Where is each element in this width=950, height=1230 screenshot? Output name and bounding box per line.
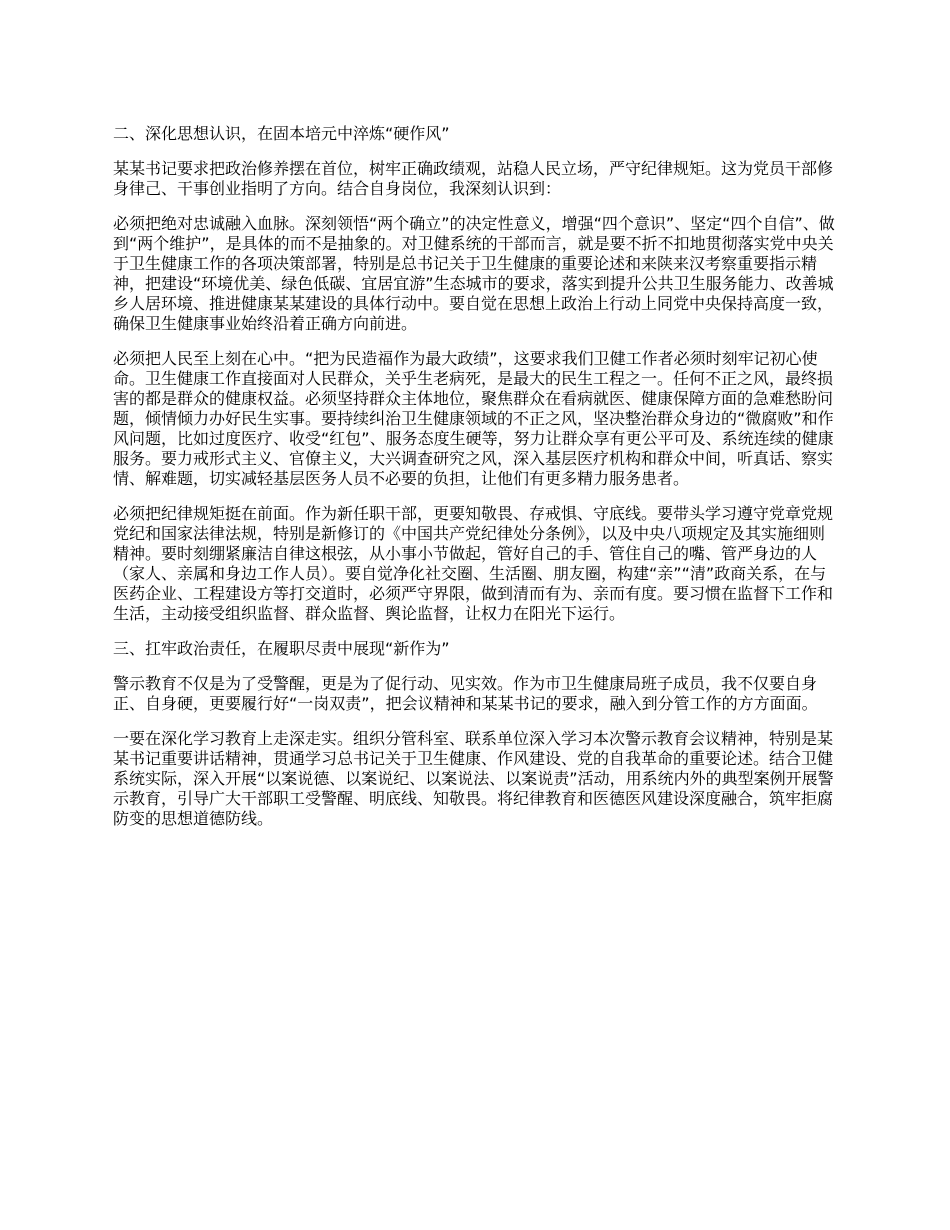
section-heading-3: 三、扛牢政治责任，在履职尽责中展现“新作为”	[113, 639, 450, 658]
paragraph-discipline: 必须把纪律规矩挺在前面。作为新任职干部，更要知敬畏、存戒惧、守底线。要带头学习遵守党章党规党纪和国家法律法规，特别是新修订的《中国共产党纪律处分条例》，以及中央八项规定及其实施细则精神。要时刻绷紧廉洁自律这根弦，从小事小节做起，管好自己的手、管住自己的嘴、管严身边的人（家人、亲属和身边工作人员）。要自觉净化社交圈、生活圈、朋友圈，构建“亲”“清”政商关系，在与医药企业、工程建设方等打交道时，必须严守界限，做到清而有为、亲而有度。要习惯在监督下工作和生活，主动接受组织监督、群众监督、舆论监督，让权力在阳光下运行。	[113, 504, 834, 623]
paragraph-study-education: 一要在深化学习教育上走深走实。组织分管科室、联系单位深入学习本次警示教育会议精神，特别是某某书记重要讲话精神，贯通学习总书记关于卫生健康、作风建设、党的自我革命的重要论述。结合卫健系统实际，深入开展“以案说德、以案说纪、以案说法、以案说责”活动，用系统内外的典型案例开展警示教育，引导广大干部职工受警醒、明底线、知敬畏。将纪律教育和医德医风建设深度融合，筑牢拒腐防变的思想道德防线。	[113, 729, 834, 828]
section-heading-2: 二、深化思想认识，在固本培元中淬炼“硬作风”	[113, 124, 450, 143]
paragraph-responsibility: 警示教育不仅是为了受警醒，更是为了促行动、见实效。作为市卫生健康局班子成员，我不仅要自身正、自身硬，更要履行好“一岗双责”，把会议精神和某某书记的要求，融入到分管工作的方方面面。	[113, 674, 818, 713]
paragraph-people-first: 必须把人民至上刻在心中。“把为民造福作为最大政绩”，这要求我们卫健工作者必须时刻牢记初心使命。卫生健康工作直接面对人民群众，关乎生老病死，是最大的民生工程之一。任何不正之风，最终损害的都是群众的健康权益。必须坚持群众主体地位，聚焦群众在看病就医、健康保障方面的急难愁盼问题，倾情倾力办好民生实事。要持续纠治卫生健康领域的不正之风，坚决整治群众身边的“微腐败”和作风问题，比如过度医疗、收受“红包”、服务态度生硬等，努力让群众享有更公平可及、系统连续的健康服务。要力戒形式主义、官僚主义，大兴调查研究之风，深入基层医疗机构和群众中间，听真话、察实情、解难题，切实减轻基层医务人员不必要的负担，让他们有更多精力服务患者。	[113, 349, 834, 488]
paragraph-intro: 某某书记要求把政治修养摆在首位，树牢正确政绩观，站稳人民立场，严守纪律规矩。这为党员干部修身律己、干事创业指明了方向。结合自身岗位，我深刻认识到：	[113, 159, 834, 198]
paragraph-loyalty: 必须把绝对忠诚融入血脉。深刻领悟“两个确立”的决定性意义，增强“四个意识”、坚定“四个自信”、做到“两个维护”，是具体的而不是抽象的。对卫健系统的干部而言，就是要不折不扣地贯彻落实党中央关于卫生健康工作的各项决策部署，特别是总书记关于卫生健康的重要论述和来陕来汉考察重要指示精神，把建设“环境优美、绿色低碳、宜居宜游”生态城市的要求，落实到提升公共卫生服务能力、改善城乡人居环境、推进健康某某建设的具体行动中。要自觉在思想上政治上行动上同党中央保持高度一致，确保卫生健康事业始终沿着正确方向前进。	[113, 214, 835, 333]
